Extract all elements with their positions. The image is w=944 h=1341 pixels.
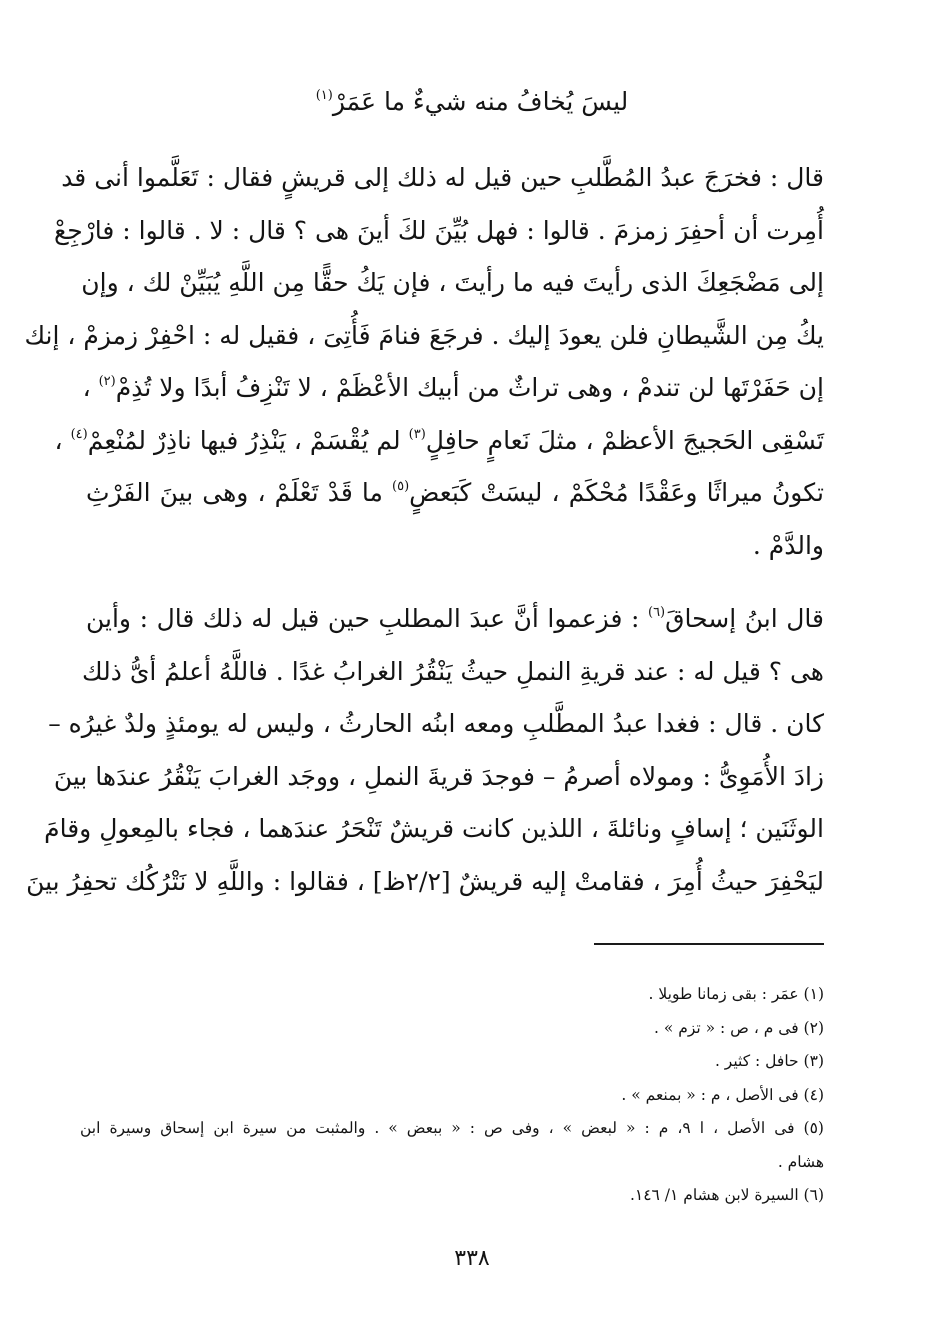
footnote-ref: (٣)	[408, 426, 426, 442]
text-line: زادَ الأُمَوِىُّ : ومولاه أصرمُ – فوجدَ قريةَ النملِ ، ووجَد الغرابَ يَنْقُرُ عندَها بينَ	[53, 761, 824, 791]
footnote: (٣) حافل : كثير .	[714, 1052, 824, 1070]
footnote: (٥) فى الأصل ، ا ٩، م : « لبعض » ، وفى ص : « ببعض » . والمثبت من سيرة ابن إسحاق وسيرة ابن	[80, 1119, 824, 1137]
verse-text: ليسَ يُخافُ منه شيءٌ ما عَمَرْ	[332, 87, 629, 116]
text-line: قال : فخرَجَ عبدُ المُطَّلبِ حين قيل له ذلك إلى قريشٍ فقال : تَعَلَّموا أنى قد	[61, 163, 824, 192]
footnotes	[80, 978, 824, 1213]
text-line: أُمِرت أن أحفِرَ زمزمَ . قالوا : فهل بُيِّنَ لكَ أينَ هى ؟ قال : لا . قالوا : فارْجِعْ	[53, 215, 824, 245]
text-line: هى ؟ قيل له : عند قريةِ النملِ حيثُ يَنْقُرُ الغرابُ غدًا . فاللَّهُ أعلمُ أىُّ ذلك	[82, 656, 824, 686]
page-number: ٣٣٨	[454, 1246, 490, 1271]
text-segment: ،	[54, 425, 71, 455]
footnote-continuation: هشام .	[777, 1152, 824, 1171]
footnote: (١) عمَر : بقى زمانا طويلا .	[648, 985, 824, 1003]
paragraph-1	[24, 152, 824, 572]
text-line: كان . قال : فغدا عبدُ المطَّلبِ ومعه ابنُه الحارثُ ، وليس له يومئذٍ ولدٌ غيرُه –	[48, 709, 824, 738]
text-segment: إن حَفَرْتَها لن تندمْ ، وهى تراثٌ من أبيك الأعْظَمْ ، لا تَنْزِفُ أبدًا ولا تُذِمْ	[115, 373, 824, 402]
text-line	[54, 415, 824, 468]
text-line: والدَّمْ .	[752, 530, 824, 560]
footnote-ref: (١)	[315, 88, 333, 103]
footnote-ref: (٢)	[98, 374, 116, 389]
footnote-divider	[594, 943, 824, 945]
text-line	[86, 467, 824, 520]
text-segment: ما قَدْ تَعْلَمْ ، وهى بينَ الفَرْثِ	[86, 478, 393, 507]
paragraph-2	[26, 593, 824, 908]
text-segment: تَسْقِى الحَجيجَ الأعظمْ ، مثلَ نَعامٍ حافِلٍ	[425, 425, 824, 455]
footnote-ref: (٦)	[647, 605, 666, 620]
text-segment: ،	[82, 373, 99, 402]
text-line	[82, 362, 824, 415]
text-line: الوثَنَين ؛ إسافٍ ونائلةَ ، اللذين كانت قريشٌ تَنْحَرُ عندَهما ، فجاء بالمِعولِ وقامَ	[44, 814, 824, 843]
footnote: (٦) السيرة لابن هشام ١/ ١٤٦.	[629, 1186, 824, 1204]
text-line	[86, 593, 824, 646]
text-segment: لم يُقْسَمْ ، يَنْذِرُ فيها ناذِرٌ لمُنْعِمْ	[87, 425, 409, 455]
footnote-ref: (٥)	[392, 479, 410, 494]
footnote: (٢) فى م ، ص : « تزم » .	[653, 1018, 824, 1037]
text-line: ليَحْفِرَ حيثُ أُمِرَ ، فقامتْ إليه قريشٌ [٢/٢ظ] ، فقالوا : واللَّهِ لا نَتْرُكُك تحفِرُ بينَ	[26, 866, 824, 896]
text-segment: قال ابنُ إسحاقَ	[665, 604, 824, 633]
verse-line	[120, 82, 824, 122]
text-line: إلى مَضْجَعِكَ الذى رأيتَ فيه ما رأيتَ ، فإن يَكُ حقًّا مِن اللَّهِ يُبَيِّنْ لك ، وإن	[81, 268, 824, 297]
text-line: يكُ مِن الشَّيطانِ فلن يعودَ إليك . فرجَعَ فنامَ فَأُتِىَ ، فقيل له : احْفِرْ زمزمْ ، إنك	[24, 320, 824, 350]
text-segment: تكونُ ميراثًا وعَقْدًا مُحْكَمْ ، ليسَتْ كَبَعضٍ	[409, 478, 824, 507]
footnote-ref: (٤)	[70, 426, 88, 442]
footnote: (٤) فى الأصل ، م : « بمنعم » .	[621, 1085, 824, 1104]
text-segment: : فزعموا أنَّ عبدَ المطلبِ حين قيل له ذلك قال : وأين	[86, 604, 648, 633]
